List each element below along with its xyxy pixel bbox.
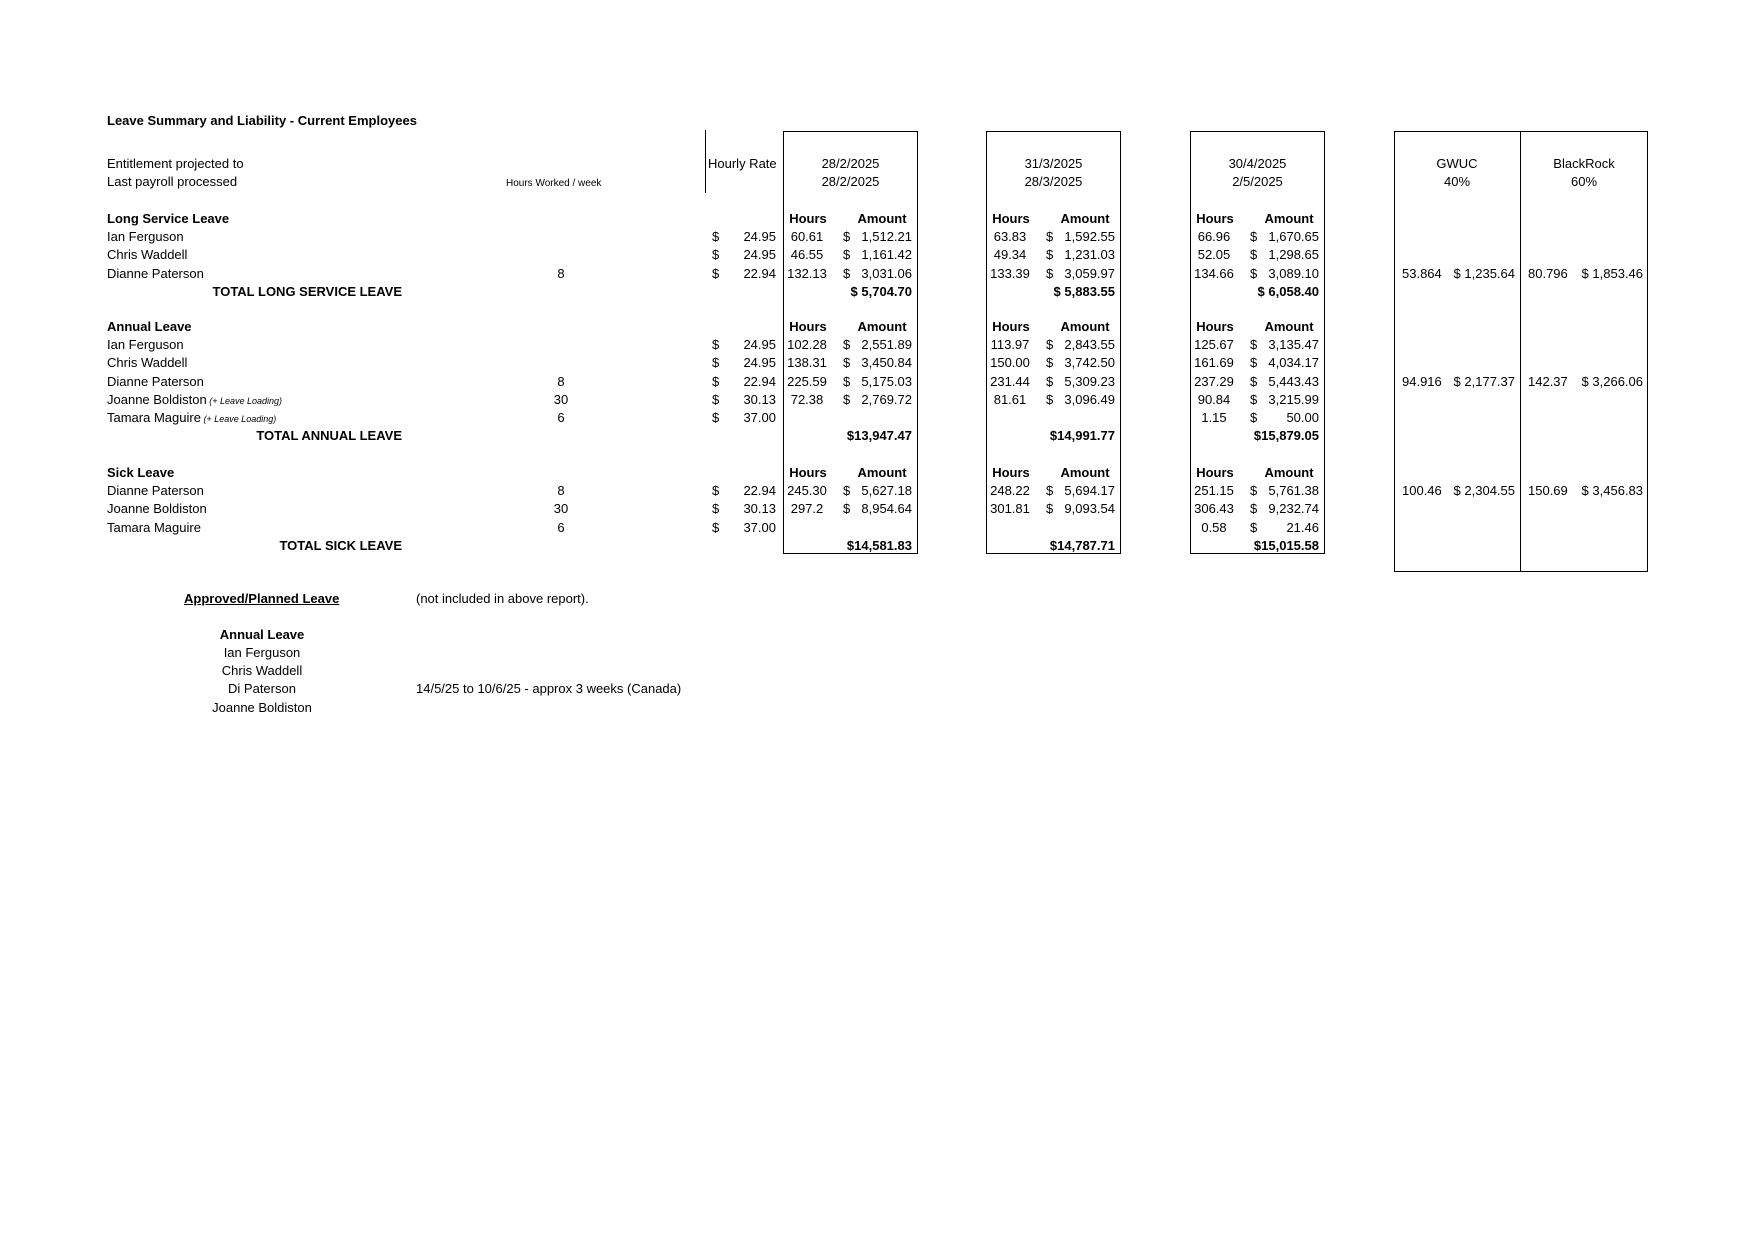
sick-leave-amount-currency: $ [1046,501,1054,517]
long-service-leave-amount-value: 1,512.21 [861,229,912,245]
annual-leave-hourly-rate: 37.00 [743,410,776,425]
annual-leave-blackrock-hours: 142.37 [1528,373,1568,389]
annual-leave-amount-currency: $ [1046,355,1054,371]
annual-leave-hours-per-week: 30 [553,391,569,407]
annual-leave-hours-value: 231.44 [990,373,1030,389]
annual-leave-total-value-1: $13,947.47 [846,428,912,444]
sick-leave-hours-per-week: 30 [553,501,569,517]
allocation-gwuc-pct: 40% [1443,174,1471,189]
sick-leave-employee-name: Tamara Maguire [107,519,201,535]
annual-leave-employee-name: Chris Waddell [107,355,188,371]
long-service-leave-amount-currency: $ [843,265,851,281]
sick-leave-section-title: Sick Leave [107,465,175,480]
annual-leave-amount-currency: $ [1250,355,1258,371]
sick-leave-hours-value: 251.15 [1194,483,1234,499]
sick-leave-hours-value: 301.81 [990,501,1030,517]
annual-leave-hours-per-week: 6 [557,410,565,425]
annual-leave-rate-currency: $ [712,373,720,389]
leave-loading-note: (+ Leave Loading) [200,414,277,424]
sick-leave-hourly-rate: 30.13 [743,501,776,517]
annual-leave-amount-value: 4,034.17 [1268,355,1319,371]
annual-leave-amount-value: 3,096.49 [1064,391,1115,407]
planned-leave-detail: 14/5/25 to 10/6/25 - approx 3 weeks (Canada) [416,681,682,697]
sick-leave-amount-value: 9,093.54 [1064,501,1115,517]
annual-leave-hours-header-2: Hours [992,319,1030,334]
sick-leave-total-value-1: $14,581.83 [846,537,912,553]
long-service-leave-hourly-rate: 22.94 [743,265,776,281]
sick-leave-hourly-rate: 37.00 [743,519,776,535]
sick-leave-hours-value: 0.58 [1201,519,1227,535]
annual-leave-hours-value: 138.31 [787,355,827,371]
entitlement-label: Entitlement projected to [107,156,244,171]
long-service-leave-amount-value: 3,089.10 [1268,265,1319,281]
sick-leave-employee-name: Joanne Boldiston [107,501,207,517]
sick-leave-hours-value: 297.2 [790,501,824,517]
annual-leave-total-value-3: $15,879.05 [1253,428,1319,444]
sick-leave-gwuc-amount: $ 2,304.55 [1453,483,1515,499]
annual-leave-amount-value: 5,443.43 [1268,373,1319,389]
annual-leave-hours-value: 225.59 [787,373,827,389]
allocation-blackrock-name: BlackRock [1553,156,1615,171]
annual-leave-amount-currency: $ [1046,391,1054,407]
long-service-leave-amount-value: 1,298.65 [1268,247,1319,263]
allocation-box [1394,131,1648,572]
allocation-divider [1520,131,1521,572]
sick-leave-hours-per-week: 8 [557,483,565,499]
sick-leave-amount-value: 5,694.17 [1064,483,1115,499]
planned-annual-leave-heading: Annual Leave [219,627,305,642]
annual-leave-hourly-rate: 24.95 [743,355,776,371]
long-service-leave-section-title: Long Service Leave [107,211,230,226]
annual-leave-employee-name: Ian Ferguson [107,337,184,353]
annual-leave-hours-header-1: Hours [789,319,827,334]
annual-leave-total-value-2: $14,991.77 [1049,428,1115,444]
sick-leave-amount-header-1: Amount [857,465,907,480]
long-service-leave-amount-currency: $ [1250,265,1258,281]
long-service-leave-amount-currency: $ [1046,229,1054,245]
sick-leave-hours-per-week: 6 [557,519,565,535]
long-service-leave-blackrock-amount: $ 1,853.46 [1581,265,1643,281]
planned-employee-name: Di Paterson [228,681,296,697]
annual-leave-rate-currency: $ [712,391,720,407]
annual-leave-amount-value: 2,843.55 [1064,337,1115,353]
long-service-leave-amount-header-2: Amount [1060,211,1110,226]
long-service-leave-total-value-1: $ 5,704.70 [850,283,912,299]
long-service-leave-total-value-3: $ 6,058.40 [1257,283,1319,299]
sick-leave-amount-value: 21.46 [1286,519,1319,535]
annual-leave-amount-value: 3,450.84 [861,355,912,371]
annual-leave-total-label: TOTAL ANNUAL LEAVE [256,428,402,444]
long-service-leave-amount-currency: $ [1250,247,1258,263]
report-title: Leave Summary and Liability - Current Employees [107,113,417,128]
annual-leave-hours-per-week: 8 [557,373,565,389]
long-service-leave-amount-value: 3,059.97 [1064,265,1115,281]
annual-leave-hours-value: 113.97 [990,337,1030,353]
hours-worked-header: Hours Worked / week [506,178,602,189]
sick-leave-hours-value: 245.30 [787,483,827,499]
long-service-leave-employee-name: Chris Waddell [107,247,188,263]
long-service-leave-amount-currency: $ [843,229,851,245]
annual-leave-amount-currency: $ [1250,373,1258,389]
sick-leave-total-value-3: $15,015.58 [1253,537,1319,553]
planned-employee-name: Joanne Boldiston [212,699,312,715]
hourly-rate-header: Hourly Rate [708,156,777,171]
annual-leave-amount-currency: $ [843,373,851,389]
annual-leave-amount-currency: $ [843,391,851,407]
long-service-leave-amount-value: 1,670.65 [1268,229,1319,245]
long-service-leave-amount-header-3: Amount [1264,211,1314,226]
sick-leave-amount-currency: $ [1046,483,1054,499]
annual-leave-rate-currency: $ [712,410,720,425]
long-service-leave-rate-currency: $ [712,247,720,263]
annual-leave-amount-value: 3,135.47 [1268,337,1319,353]
period-1-entitlement: 28/2/2025 [821,156,880,171]
annual-leave-hours-value: 90.84 [1197,391,1231,407]
annual-leave-hours-value: 72.38 [790,391,824,407]
long-service-leave-amount-value: 3,031.06 [861,265,912,281]
sick-leave-blackrock-hours: 150.69 [1528,483,1568,499]
sick-leave-amount-currency: $ [1250,483,1258,499]
sick-leave-amount-currency: $ [1250,519,1258,535]
period-3-payroll: 2/5/2025 [1232,174,1283,189]
annual-leave-row-rule [783,409,784,427]
sick-leave-blackrock-amount: $ 3,456.83 [1581,483,1643,499]
annual-leave-hours-value: 102.28 [787,337,827,353]
long-service-leave-amount-currency: $ [1250,229,1258,245]
annual-leave-amount-header-3: Amount [1264,319,1314,334]
sick-leave-amount-currency: $ [1250,501,1258,517]
annual-leave-rate-currency: $ [712,355,720,371]
period-2-payroll: 28/3/2025 [1024,174,1083,189]
annual-leave-gwuc-hours: 94.916 [1402,373,1442,389]
long-service-leave-amount-currency: $ [1046,265,1054,281]
sick-leave-amount-value: 8,954.64 [861,501,912,517]
long-service-leave-hours-header-3: Hours [1196,211,1234,226]
sick-leave-hours-value: 306.43 [1194,501,1234,517]
annual-leave-employee-name: Tamara Maguire (+ Leave Loading) [107,410,277,425]
long-service-leave-employee-name: Ian Ferguson [107,229,184,245]
last-payroll-label: Last payroll processed [107,174,238,189]
long-service-leave-amount-value: 1,161.42 [861,247,912,263]
annual-leave-hours-value: 150.00 [990,355,1030,371]
annual-leave-employee-name: Dianne Paterson [107,373,204,389]
annual-leave-amount-currency: $ [1250,337,1258,353]
sick-leave-amount-header-3: Amount [1264,465,1314,480]
annual-leave-hourly-rate: 22.94 [743,373,776,389]
sick-leave-hours-header-3: Hours [1196,465,1234,480]
sick-leave-hours-header-2: Hours [992,465,1030,480]
long-service-leave-amount-currency: $ [843,247,851,263]
sick-leave-hours-value: 248.22 [990,483,1030,499]
annual-leave-amount-value: 5,175.03 [861,373,912,389]
long-service-leave-amount-value: 1,231.03 [1064,247,1115,263]
sick-leave-hours-header-1: Hours [789,465,827,480]
annual-leave-amount-currency: $ [843,337,851,353]
annual-leave-hours-value: 81.61 [993,391,1027,407]
annual-leave-amount-currency: $ [1250,391,1258,407]
annual-leave-hourly-rate: 24.95 [743,337,776,353]
sick-leave-amount-value: 5,627.18 [861,483,912,499]
annual-leave-hours-value: 237.29 [1194,373,1234,389]
sick-leave-total-value-2: $14,787.71 [1049,537,1115,553]
sick-leave-amount-currency: $ [843,483,851,499]
long-service-leave-hours-header-2: Hours [992,211,1030,226]
allocation-gwuc-name: GWUC [1436,156,1478,171]
sick-leave-employee-name: Dianne Paterson [107,483,204,499]
annual-leave-gwuc-amount: $ 2,177.37 [1453,373,1515,389]
long-service-leave-total-value-2: $ 5,883.55 [1053,283,1115,299]
planned-employee-name: Ian Ferguson [223,645,301,660]
annual-leave-rate-currency: $ [712,337,720,353]
leave-loading-note: (+ Leave Loading) [206,395,283,406]
annual-leave-amount-value: 2,551.89 [861,337,912,353]
annual-leave-employee-name: Joanne Boldiston (+ Leave Loading) [107,391,283,407]
annual-leave-amount-currency: $ [1046,337,1054,353]
period-3-entitlement: 30/4/2025 [1228,156,1287,171]
long-service-leave-blackrock-hours: 80.796 [1528,265,1568,281]
annual-leave-blackrock-amount: $ 3,266.06 [1581,373,1643,389]
long-service-leave-hours-value: 49.34 [993,247,1027,263]
long-service-leave-hourly-rate: 24.95 [743,229,776,245]
period-2-entitlement: 31/3/2025 [1024,156,1083,171]
planned-leave-title: Approved/Planned Leave [184,591,340,606]
period-1-payroll: 28/2/2025 [821,174,880,189]
annual-leave-hours-value: 161.69 [1194,355,1234,371]
sick-leave-row-rule [783,519,784,537]
sick-leave-gwuc-hours: 100.46 [1402,483,1442,499]
rate-divider [705,130,706,193]
planned-leave-note: (not included in above report). [416,591,589,606]
annual-leave-amount-header-1: Amount [857,319,907,334]
annual-leave-section-title: Annual Leave [107,319,192,334]
annual-leave-amount-value: 3,215.99 [1268,391,1319,407]
sick-leave-rate-currency: $ [712,519,720,535]
allocation-blackrock-pct: 60% [1570,174,1598,189]
annual-leave-amount-value: 3,742.50 [1064,355,1115,371]
annual-leave-amount-value: 2,769.72 [861,391,912,407]
long-service-leave-rate-currency: $ [712,229,720,245]
long-service-leave-hours-value: 52.05 [1197,247,1231,263]
long-service-leave-hours-value: 132.13 [787,265,827,281]
annual-leave-amount-currency: $ [843,355,851,371]
long-service-leave-hours-value: 63.83 [993,229,1027,245]
long-service-leave-hours-value: 66.96 [1197,229,1231,245]
long-service-leave-amount-header-1: Amount [857,211,907,226]
sick-leave-rate-currency: $ [712,501,720,517]
sick-leave-hourly-rate: 22.94 [743,483,776,499]
long-service-leave-gwuc-amount: $ 1,235.64 [1453,265,1515,281]
long-service-leave-rate-currency: $ [712,265,720,281]
long-service-leave-hours-value: 134.66 [1194,265,1234,281]
annual-leave-amount-value: 5,309.23 [1064,373,1115,389]
long-service-leave-hours-value: 46.55 [790,247,824,263]
long-service-leave-hours-header-1: Hours [789,211,827,226]
long-service-leave-hours-value: 60.61 [790,229,824,245]
long-service-leave-amount-currency: $ [1046,247,1054,263]
annual-leave-hours-value: 125.67 [1194,337,1234,353]
annual-leave-amount-header-2: Amount [1060,319,1110,334]
sick-leave-amount-value: 5,761.38 [1268,483,1319,499]
sick-leave-amount-value: 9,232.74 [1268,501,1319,517]
annual-leave-amount-currency: $ [1250,410,1258,425]
annual-leave-amount-value: 50.00 [1286,410,1319,425]
long-service-leave-total-label: TOTAL LONG SERVICE LEAVE [212,283,402,299]
annual-leave-hours-header-3: Hours [1196,319,1234,334]
annual-leave-amount-currency: $ [1046,373,1054,389]
annual-leave-hourly-rate: 30.13 [743,391,776,407]
sick-leave-rate-currency: $ [712,483,720,499]
sick-leave-amount-header-2: Amount [1060,465,1110,480]
long-service-leave-hours-value: 133.39 [990,265,1030,281]
long-service-leave-amount-value: 1,592.55 [1064,229,1115,245]
long-service-leave-hours-per-week: 8 [557,265,565,281]
long-service-leave-employee-name: Dianne Paterson [107,265,204,281]
sick-leave-amount-currency: $ [843,501,851,517]
sick-leave-total-label: TOTAL SICK LEAVE [279,537,402,553]
annual-leave-hours-value: 1.15 [1201,410,1227,425]
long-service-leave-gwuc-hours: 53.864 [1402,265,1442,281]
planned-employee-name: Chris Waddell [221,663,303,679]
long-service-leave-hourly-rate: 24.95 [743,247,776,263]
